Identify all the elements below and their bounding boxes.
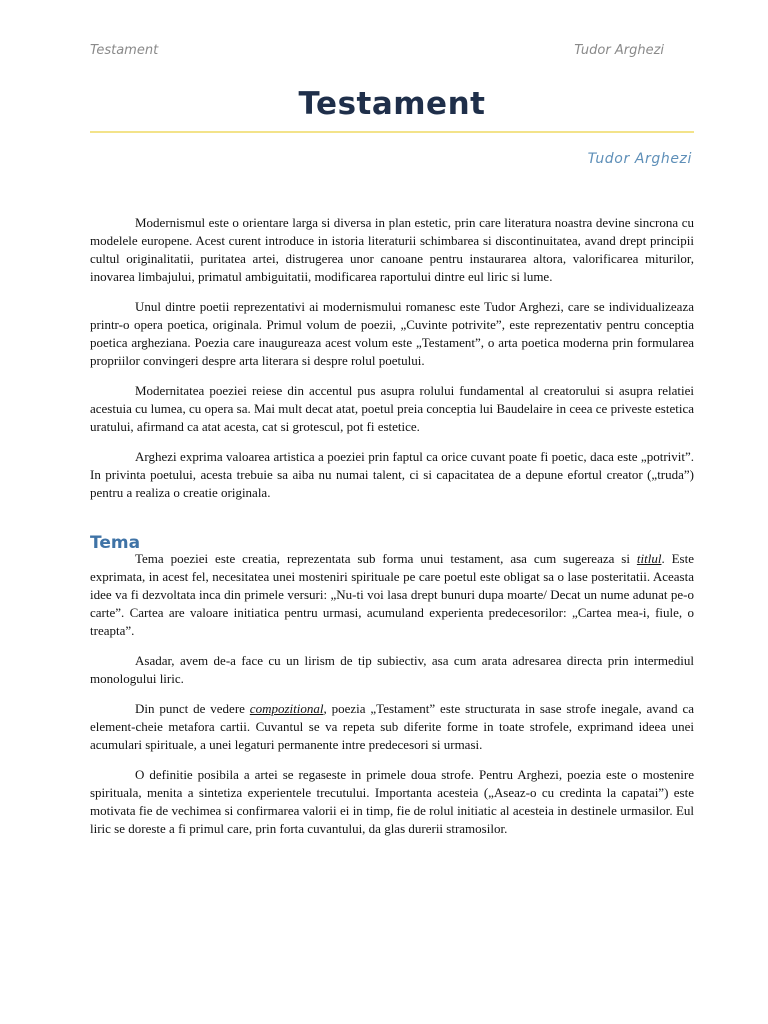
text-run: , poezia „Testament” este structurata in sase strofe inegale, avand ca element-cheie metafora cartii. Cuvantul se va repeta sub diferite forme in toate strofele, exprimand ideea unei acumulari spirituale, a unei legaturi permanente intre predecesori si urmasi.: [90, 701, 694, 752]
section-tema: [90, 532, 694, 838]
paragraph-intro-4: Arghezi exprima valoarea artistica a poeziei prin faptul ca orice cuvant poate fi poetic, daca este „potrivit”. In privinta poetului, acesta trebuie sa aiba nu numai talent, ci si capacitatea de a depune efortul creator („truda”) pentru a realiza o creatie originala.: [90, 449, 694, 500]
header-left-title: Testament: [90, 43, 159, 58]
text-run: Tema poeziei este creatia, reprezentata sub forma unui testament, asa cum sugereaza si: [135, 551, 637, 566]
paragraph-tema-3: [90, 700, 694, 754]
section-heading: Tema: [90, 533, 141, 553]
document-subtitle-author: Tudor Arghezi: [587, 151, 692, 167]
paragraph-intro-1: Modernismul este o orientare larga si diversa in plan estetic, prin care literatura noastra devine sincrona cu modelele europene. Acest curent introduce in istoria literaturii schimbarea si discontinuitatea, avand drept principii cultul originalitatii, puritatea artei, distrugerea unor canoane pentru instaurarea altora, valorificarea miturilor, inovarea limbajului, primatul ambiguitatii, modificarea raportului dintre eul liric si lume.: [90, 215, 694, 284]
document-title: Testament: [298, 86, 486, 122]
paragraph-tema-1: [90, 550, 694, 640]
header-right-author: Tudor Arghezi: [574, 43, 664, 58]
paragraph-tema-2: Asadar, avem de-a face cu un lirism de tip subiectiv, asa cum arata adresarea directa prin intermediul monologului liric.: [90, 653, 694, 686]
text-run: . Este exprimata, in acest fel, necesitatea unei mosteniri spirituale pe care poetul este obligat sa o lase posteritatii. Aceasta idee va fi dezvoltata inca din primele versuri: „Nu-ti voi lasa drept bunuri dupa moarte/ Decat un nume adunat pe-o carte”. Cartea are valoare initiatica pentru urmasi, acumuland experienta predecesorilor: „Cartea mea-i, fiule, o treapta”.: [90, 551, 695, 638]
document-body: [90, 214, 694, 850]
paragraph-tema-4: O definitie posibila a artei se regaseste in primele doua strofe. Pentru Arghezi, poezia este o mostenire spirituala, menita a sintetiza experientele trecutului. Importanta acesteia („Aseaz-o cu credinta la capatai”) este motivata fie de vechimea si confirmarea valorii ei in timp, fie de rolul initiatic al acesteia in destinele urmasilor. Eul liric se doreste a fi primul care, prin forta cuvantului, da glas durerii stramosilor.: [90, 767, 694, 836]
emphasized-term-titlul: titlul: [636, 551, 662, 566]
running-header: [90, 43, 678, 63]
text-run: Din punct de vedere: [135, 701, 250, 716]
title-underline-rule: [90, 131, 694, 133]
paragraph-intro-3: Modernitatea poeziei reiese din accentul pus asupra rolului fundamental al creatorului si asupra relatiei acestuia cu lumea, cu opera sa. Mai mult decat atat, poetul preia conceptia lui Baudelaire in ceea ce priveste estetica uratului, afirmand ca atat acesta, cat si grotescul, pot fi estetice.: [90, 383, 694, 434]
paragraph-intro-2: Unul dintre poetii reprezentativi ai modernismului romanesc este Tudor Arghezi, care se individualizeaza printr-o opera poetica, originala. Primul volum de poezii, „Cuvinte potrivite”, este reprezentativ pentru conceptia poetica argheziana. Poezia care inaugureaza acest volum este „Testament”, o arta poetica moderna prin formularea propriilor convingeri despre arta literara si despre rolul poetului.: [90, 299, 694, 368]
emphasized-term-compozitional: compozitional: [249, 701, 324, 716]
